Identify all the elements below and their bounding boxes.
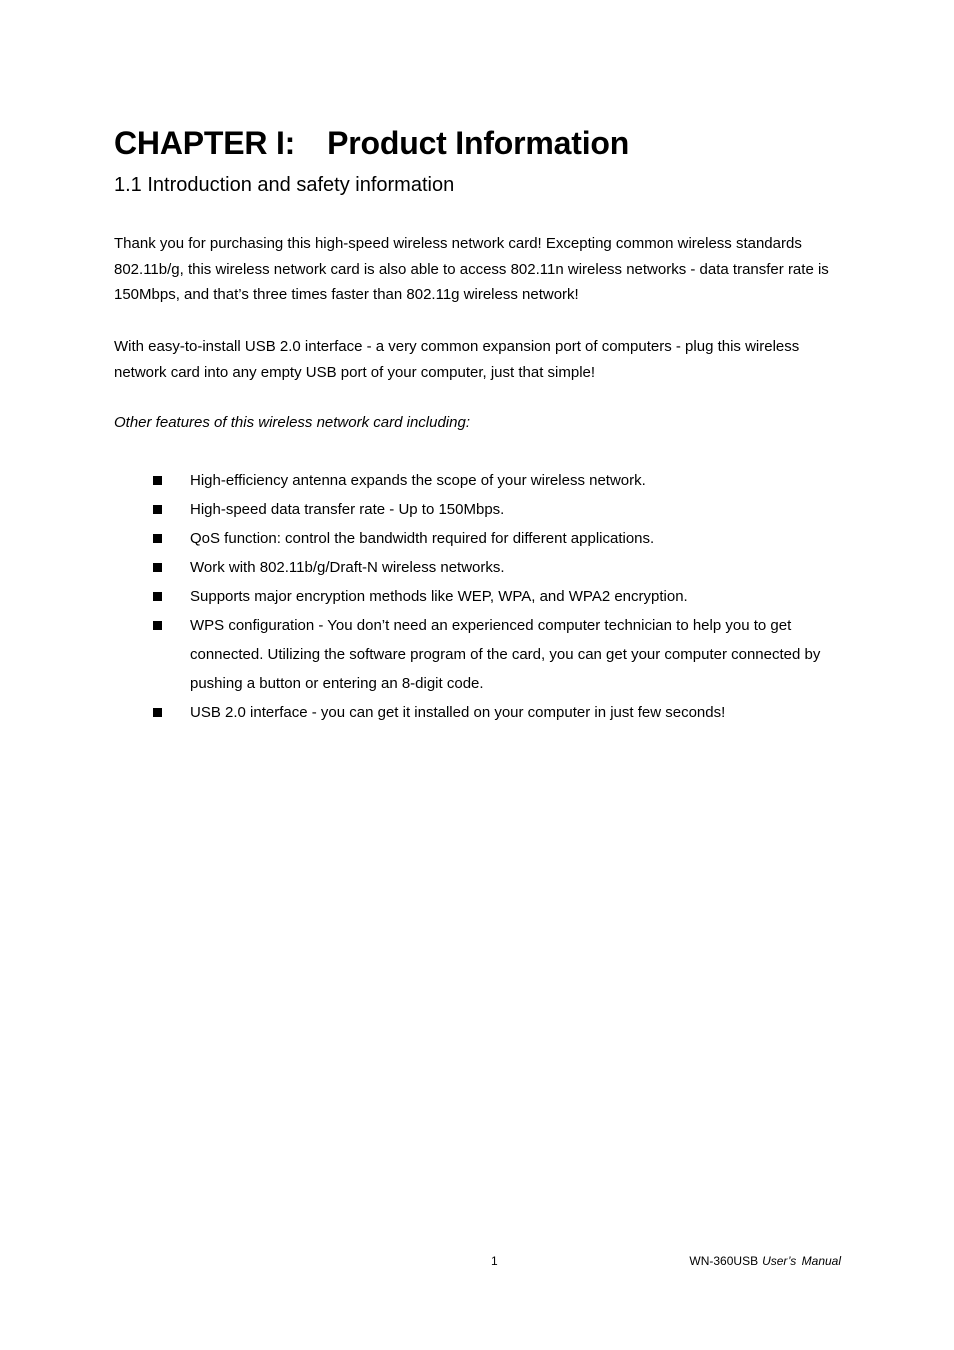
manual-suffix: User’s Manual [762, 1254, 841, 1268]
feature-text: High-efficiency antenna expands the scope of your wireless network. [190, 472, 646, 489]
square-bullet-icon [153, 505, 162, 514]
chapter-title [114, 121, 629, 165]
list-item [152, 524, 832, 553]
list-item [152, 466, 832, 495]
feature-text: WPS configuration - You don’t need an experienced computer technician to help you to get connected. Utilizing the software program of the card, you can get your computer connected by pushing a button or entering an 8-digit code. [190, 617, 821, 692]
feature-text: Supports major encryption methods like WEP, WPA, and WPA2 encryption. [190, 588, 688, 605]
intro-paragraph: Thank you for purchasing this high-speed wireless network card! Excepting common wireless standards 802.11b/g, this wireless network card is also able to access 802.11n wireless networks - data transfer rate is 150Mbps, and that’s three times faster than 802.11g wireless network! [114, 235, 829, 303]
model-name: WN-360USB [689, 1254, 759, 1268]
feature-list [152, 466, 832, 727]
page-number: 1 [491, 1254, 498, 1268]
feature-text: Work with 802.11b/g/Draft-N wireless networks. [190, 559, 505, 576]
list-item [152, 495, 832, 524]
feature-text: USB 2.0 interface - you can get it installed on your computer in just few seconds! [190, 704, 726, 721]
features-intro: Other features of this wireless network card including: [114, 414, 470, 431]
list-item [152, 582, 832, 611]
square-bullet-icon [153, 476, 162, 485]
feature-text: QoS function: control the bandwidth required for different applications. [190, 530, 655, 547]
square-bullet-icon [153, 592, 162, 601]
list-item [152, 611, 832, 698]
section-title: 1.1 Introduction and safety information [114, 174, 455, 196]
chapter-label: CHAPTER I: [114, 125, 296, 161]
usb-paragraph: With easy-to-install USB 2.0 interface - a very common expansion port of computers - plug this wireless network card into any empty USB port of your computer, just that simple! [114, 338, 800, 381]
feature-text: High-speed data transfer rate - Up to 150Mbps. [190, 501, 505, 518]
list-item [152, 553, 832, 582]
square-bullet-icon [153, 534, 162, 543]
manual-title [689, 1252, 841, 1270]
square-bullet-icon [153, 621, 162, 630]
square-bullet-icon [153, 708, 162, 717]
chapter-name: Product Information [327, 125, 630, 161]
list-item [152, 698, 832, 727]
square-bullet-icon [153, 563, 162, 572]
